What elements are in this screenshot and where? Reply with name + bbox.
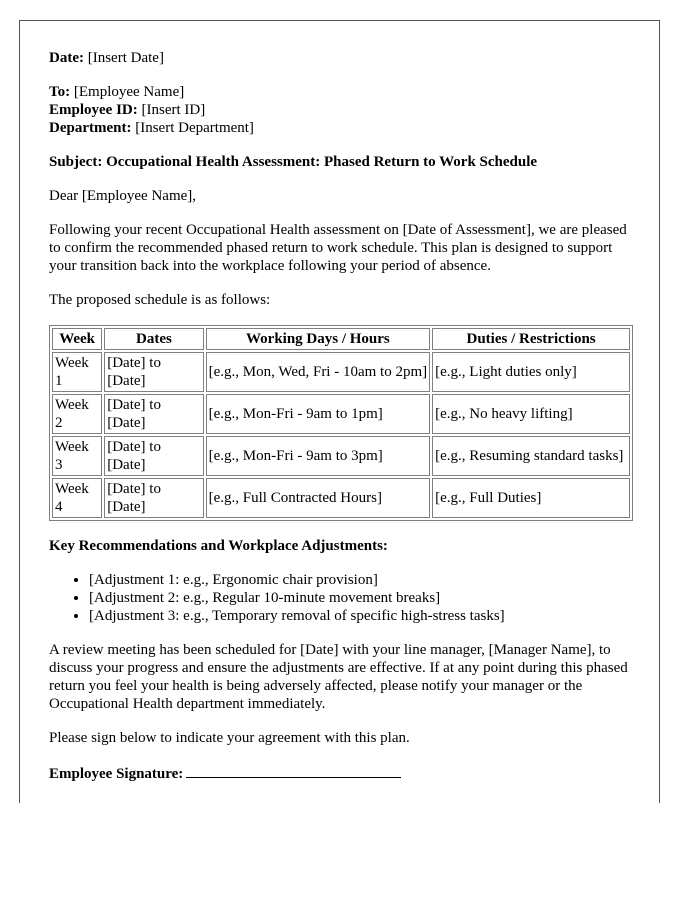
schedule-header-row <box>52 328 630 350</box>
hours-cell: [e.g., Full Contracted Hours] <box>206 478 430 518</box>
date-line-block <box>49 49 630 67</box>
employee-id-label: Employee ID: <box>49 102 138 118</box>
header-dates: Dates <box>104 328 203 350</box>
week-cell: Week 2 <box>52 394 102 434</box>
to-value: [Employee Name] <box>70 84 185 100</box>
header-working-days-hours: Working Days / Hours <box>206 328 430 350</box>
list-item: • [Adjustment 2: e.g., Regular 10-minute movement breaks] <box>89 589 630 607</box>
table-row <box>52 394 630 434</box>
week-cell: Week 1 <box>52 352 102 392</box>
signature-blank[interactable] <box>186 763 401 778</box>
signature-line <box>49 763 630 783</box>
duties-cell: [e.g., Full Duties] <box>432 478 630 518</box>
hours-cell: [e.g., Mon-Fri - 9am to 1pm] <box>206 394 430 434</box>
list-item: • [Adjustment 1: e.g., Ergonomic chair provision] <box>89 571 630 589</box>
intro-paragraph: Following your recent Occupational Health assessment on [Date of Assessment], we are pleased to confirm the recommended phased return to work schedule. This plan is designed to support your transition back into the workplace following your period of absence. <box>49 222 627 274</box>
dates-cell: [Date] to [Date] <box>104 478 203 518</box>
hours-cell: [e.g., Mon-Fri - 9am to 3pm] <box>206 436 430 476</box>
duties-cell: [e.g., Light duties only] <box>432 352 630 392</box>
table-row <box>52 352 630 392</box>
recommendations-heading-text: Key Recommendations and Workplace Adjustments: <box>49 538 388 554</box>
review-paragraph: A review meeting has been scheduled for [Date] with your line manager, [Manager Name], to discuss your progress and ensure the adjustments are effective. If at any point during this phased return you feel your health is being adversely affected, please notify your manager or the Occupational Health department immediately. <box>49 642 628 712</box>
signature-label: Employee Signature: <box>49 766 184 782</box>
duties-cell: [e.g., Resuming standard tasks] <box>432 436 630 476</box>
duties-cell: [e.g., No heavy lifting] <box>432 394 630 434</box>
dates-cell: [Date] to [Date] <box>104 436 203 476</box>
schedule-table <box>49 325 633 521</box>
salutation: Dear [Employee Name], <box>49 188 197 204</box>
adjustments-list <box>49 571 630 625</box>
employee-id-value: [Insert ID] <box>137 102 206 118</box>
recommendations-heading <box>49 537 630 555</box>
week-cell: Week 4 <box>52 478 102 518</box>
employee-id-line <box>49 101 630 119</box>
week-cell: Week 3 <box>52 436 102 476</box>
dates-cell: [Date] to [Date] <box>104 352 203 392</box>
to-label: To: <box>49 84 71 100</box>
date-value: [Insert Date] <box>83 50 164 66</box>
table-row <box>52 478 630 518</box>
header-duties-restrictions: Duties / Restrictions <box>432 328 630 350</box>
to-line <box>49 83 630 101</box>
table-row <box>52 436 630 476</box>
header-week: Week <box>52 328 102 350</box>
list-item: • [Adjustment 3: e.g., Temporary removal of specific high-stress tasks] <box>89 607 630 625</box>
subject-line <box>49 153 630 171</box>
hours-cell: [e.g., Mon, Wed, Fri - 10am to 2pm] <box>206 352 430 392</box>
date-line <box>49 49 630 67</box>
recipient-block <box>49 83 630 137</box>
sign-instruction: Please sign below to indicate your agreement with this plan. <box>49 730 410 746</box>
date-label: Date: <box>49 50 84 66</box>
subject-text: Subject: Occupational Health Assessment: Phased Return to Work Schedule <box>49 154 538 170</box>
dates-cell: [Date] to [Date] <box>104 394 203 434</box>
department-line <box>49 119 630 137</box>
department-value: [Insert Department] <box>131 120 254 136</box>
letter-document <box>19 20 660 803</box>
department-label: Department: <box>49 120 132 136</box>
schedule-intro: The proposed schedule is as follows: <box>49 292 271 308</box>
